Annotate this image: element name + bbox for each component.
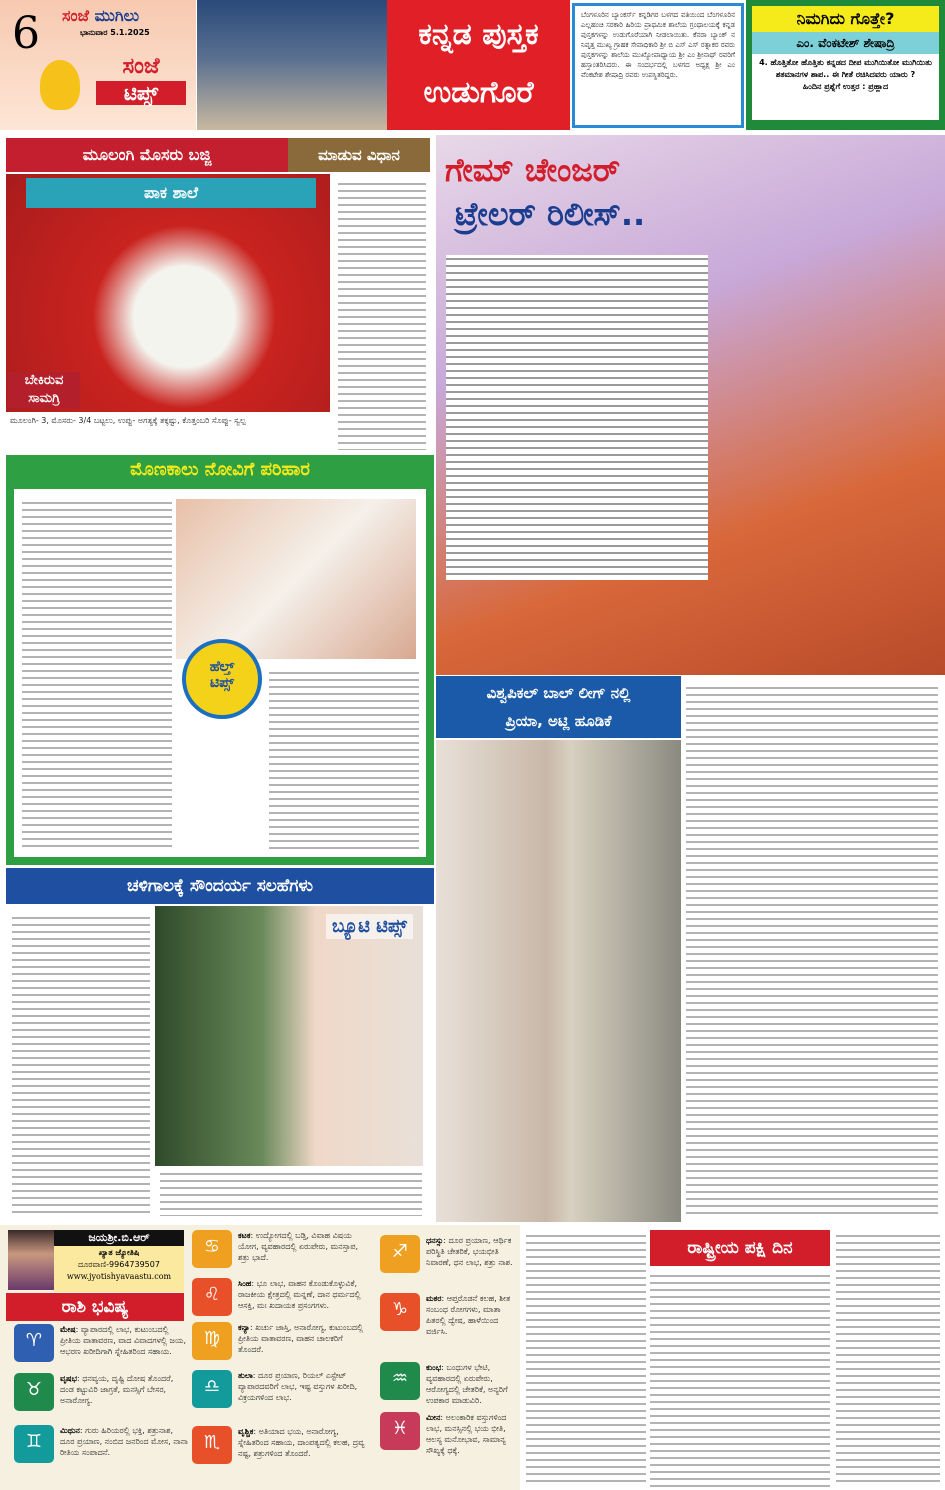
quiz-title: ನಿಮಗಿದು ಗೊತ್ತೇ? [752, 6, 939, 32]
health-title: ಮೊಣಕಾಲು ನೋವಿಗೆ ಪರಿಹಾರ [130, 459, 310, 480]
astrologer-photo [8, 1230, 54, 1290]
beauty-text-1 [12, 914, 150, 1214]
beauty-text-2 [160, 1170, 422, 1216]
horoscope-sign-scales [192, 1370, 367, 1403]
fish-icon: ♓ [380, 1412, 420, 1450]
recipe-title: ಮೂಲಂಗಿ ಮೊಸರು ಬಜ್ಜಿ [6, 138, 288, 172]
beauty-tips-badge: ಬ್ಯೂಟಿ ಟಿಪ್ಸ್ [326, 914, 413, 939]
health-section [6, 455, 434, 865]
health-text-1 [22, 499, 172, 849]
section-logo: ಸಂಜೆ ಟಿಪ್ಸ್ [96, 54, 186, 105]
horoscope-text: ವೃಷಭ: ಧನವ್ಯಯ, ದೃಷ್ಟಿ ದೋಷ ತೊಂದರೆ, ದಂಡ ಕಟ್ಟುವಿರಿ ಜಾಗ್ರತೆ, ಮನಸ್ಸಿಗೆ ಬೇಸರ, ಅನಾರೋಗ್ಯ. [60, 1374, 174, 1405]
horoscope-sign-crab [192, 1230, 367, 1263]
ingredients-label: ಬೇಕಿರುವ ಸಾಮಗ್ರಿ [8, 372, 80, 408]
bow-icon: ♐ [380, 1235, 420, 1273]
astrologer-card [54, 1230, 184, 1292]
sports-photo [436, 740, 681, 1222]
paper-name: ಸಂಜೆ ಮುಗಿಲು [62, 6, 140, 25]
quiz-author: ಎಂ. ವೆಂಕಟೇಶ್ ಶೇಷಾದ್ರಿ [752, 32, 939, 54]
spine-photo [176, 499, 416, 659]
twins-icon: ♊ [14, 1425, 54, 1463]
horoscope-sign-maiden [192, 1322, 367, 1355]
beauty-photo [155, 906, 423, 1166]
horoscope-sign-ram [14, 1324, 189, 1357]
book-news-body: ಬೆಂಗಳೂರಿನ ಬ್ಯಾಂಕರ್ಸ್ ಕನ್ನಡಿಗರ ಬಳಗದ ವತಿಯಿಂದ ಬೆಂಗಳೂರಿನ ಎಲ್ಲಹಂಚಿ ಸರಕಾರಿ ಹಿರಿಯ ಪ್ರಾಥಮಿಕ ಶಾಲೆಯ ಗ್ರಂಥಾಲಯಕ್ಕೆ ಕನ್ನಡ ಪುಸ್ತಕಗಳನ್ನು ಉಡುಗೊರೆಯಾಗಿ ನೀಡಲಾಯಿತು. ಕೆನರಾ ಬ್ಯಾಂಕ್ ನ ನಿವೃತ್ತ ಮುಖ್ಯ ಗ್ರಾಹಕ ಸೇವಾಧಿಕಾರಿ ಶ್ರೀ ಬಿ ಎಸ್ ಎಸ್ ರತ್ನಾಕರ ರವರು ಪುಸ್ತಕಗಳನ್ನು ಶಾಲೆಯ ಮುಖ್ಯೋಪಾಧ್ಯಾಯ ಶ್ರೀ ಎಂ ಶ್ರೀನಾಥ್ ರವರಿಗೆ ಹಸ್ತಾಂತರಿಸಿದರು. ಈ ಸಂದರ್ಭದಲ್ಲಿ ಬಳಗದ ಅಧ್ಯಕ್ಷ ಶ್ರೀ ಎಂ ವೆಂಕಟೇಶ ಶೇಷಾದ್ರಿ ರವರು ಉಪಸ್ಥಿತರಿದ್ದರು. [572, 3, 744, 128]
recipe-ingredients-text: ಮೂಲಂಗಿ- 3, ಮೊಸರು- 3/4 ಬಟ್ಟಲು, ಉಪ್ಪು- ಅಗತ್ಯಕ್ಕೆ ತಕ್ಕಷ್ಟು, ಕೊತ್ತಂಬರಿ ಸೊಪ್ಪು- ಸ್ವಲ್ಪ [10, 416, 246, 425]
quiz-question: 4. ಹೊತ್ತಿತೋ ಹೊತ್ತಿತು ಕನ್ನಡದ ದೀಪ ಮುಗಿಯಿತೋ ಮುಗಿಯಿತು ಶತಮಾನಗಳ ಶಾಪ.. ಈ ಗೀತೆ ರಚಿಸಿದವರು ಯಾರು ? [759, 58, 932, 79]
astrologer-website[interactable]: www.jyotishyavaastu.com [66, 1272, 172, 1281]
bird-day-text-2 [650, 1272, 830, 1487]
bull-icon: ♉ [14, 1373, 54, 1411]
horoscope-text: ವೃಶ್ಚಿಕ: ಅತಿಯಾದ ಭಯ, ಅನಾರೋಗ್ಯ, ಸ್ನೇಹಿತರಿಂದ ಸಹಾಯ, ದಾಂಪತ್ಯದಲ್ಲಿ ಕಲಹ, ದ್ರವ್ಯ ನಷ್ಟ, ಶತ್ರುಗಳಿಂದ ತೊಂದರೆ. [238, 1427, 365, 1458]
horoscope-sign-scorpion [192, 1426, 367, 1459]
sports-article-text [686, 684, 938, 1219]
astrologer-phone: ದೂರವಾಣಿ-9964739507 [78, 1260, 160, 1269]
quiz-answer: ಹಿಂದಿನ ಪ್ರಶ್ನೆಗೆ ಉತ್ತರ : ಪ್ರಹ್ಲಾದ [802, 82, 889, 91]
lion-icon: ♌ [192, 1278, 232, 1316]
horoscope-title: ರಾಶಿ ಭವಿಷ್ಯ [6, 1293, 184, 1321]
goat-icon: ♑ [380, 1293, 420, 1331]
scorpion-icon: ♏ [192, 1426, 232, 1464]
recipe-photo [6, 174, 330, 412]
horoscope-text: ಧನಸ್ಸು: ದೂರ ಪ್ರಯಾಣ, ಆರ್ಥಿಕ ಪರಿಸ್ಥಿತಿ ಚೇತರಿಕೆ, ಭಯಭೀತಿ ನಿವಾರಣೆ, ಧನ ಲಾಭ, ಶತ್ರು ನಾಶ. [426, 1236, 513, 1267]
bird-day-text-1 [526, 1232, 646, 1487]
horoscope-text: ಮೇಷ: ವ್ಯಾಪಾರದಲ್ಲಿ ಲಾಭ, ಕುಟುಂಬದಲ್ಲಿ ಪ್ರೀತಿಯ ವಾತಾವರಣ, ವಾದ ವಿವಾದಗಳಲ್ಲಿ ಜಯ, ಆಭರಣ ಖರೀದಿಗಾಗಿ ಸ್ನೇಹಿತರಿಂದ ಸಹಾಯ. [60, 1325, 186, 1356]
ram-icon: ♈ [14, 1324, 54, 1362]
horoscope-sign-goat [380, 1293, 515, 1337]
astrologer-name: ಜಯಶ್ರೀ.ಬಿ.ಆರ್ [54, 1230, 184, 1246]
horoscope-sign-pot [380, 1362, 515, 1406]
movie-headline: ಗೇಮ್ ಚೇಂಜರ್ ಟ್ರೇಲರ್ ರಿಲೀಸ್.. [445, 151, 646, 233]
bird-day-headline: ರಾಷ್ಟ್ರೀಯ ಪಕ್ಷಿ ದಿನ [650, 1230, 830, 1266]
horoscope-sign-twins [14, 1425, 189, 1458]
bird-day-text-3 [836, 1232, 940, 1487]
bulb-icon [40, 60, 80, 110]
maiden-icon: ♍ [192, 1322, 232, 1360]
astrologer-role: ಖ್ಯಾತ ಜ್ಯೋತಿಷಿ [98, 1248, 140, 1257]
horoscope-text: ಕುಂಭ: ಬಂಧುಗಳ ಭೇಟಿ, ವ್ಯವಹಾರದಲ್ಲಿ ಏರುಪೇರು, ಆರೋಗ್ಯದಲ್ಲಿ ಚೇತರಿಕೆ, ಅನ್ಯರಿಗೆ ಉಪಕಾರ ಮಾಡುವಿರಿ. [426, 1363, 508, 1405]
horoscope-sign-bow [380, 1235, 515, 1268]
pot-icon: ♒ [380, 1362, 420, 1400]
beauty-title: ಚಳಿಗಾಲಕ್ಕೆ ಸೌಂದರ್ಯ ಸಲಹೆಗಳು [6, 868, 434, 904]
book-news-headline: ಕನ್ನಡ ಪುಸ್ತಕ ಉಡುಗೊರೆ [387, 0, 570, 130]
horoscope-text: ಕನ್ಯಾ: ಖರ್ಚು ಜಾಸ್ತಿ, ಅನಾರೋಗ್ಯ, ಕುಟುಂಬದಲ್ಲಿ ಪ್ರೀತಿಯ ವಾತಾವರಣ, ವಾಹನ ಚಾಲಕರಿಗೆ ತೊಂದರೆ. [238, 1323, 364, 1354]
crab-icon: ♋ [192, 1230, 232, 1268]
horoscope-sign-fish [380, 1412, 515, 1456]
horoscope-text: ಮಿಥುನ: ಗುರು ಹಿರಿಯರಲ್ಲಿ ಭಕ್ತಿ, ಶತ್ರುನಾಶ, ದೂರ ಪ್ರಯಾಣ, ನಂಬಿದ ಜನರಿಂದ ಮೋಸ, ನಾನಾ ರೀತಿಯ ಸಂಪಾದನೆ. [60, 1426, 188, 1457]
horoscope-text: ಸಿಂಹ: ಭೂ ಲಾಭ, ವಾಹನ ಕೊಂಡುಕೊಳ್ಳುವಿಕೆ, ರಾಜಕೀಯ ಕ್ಷೇತ್ರದಲ್ಲಿ ಮನ್ನಣೆ, ದಾನ ಧರ್ಮದಲ್ಲಿ ಆಸಕ್ತಿ, ಮಃ ಖದಾಯಕ ಪ್ರಸಂಗಗಳು. [238, 1279, 361, 1310]
horoscope-sign-bull [14, 1373, 189, 1406]
health-tips-badge: ಹೆಲ್ತ್ ಟಿಪ್ಸ್ [182, 639, 262, 719]
horoscope-text: ತುಲಾ: ದೂರ ಪ್ರಯಾಣ, ರಿಯಲ್ ಎಸ್ಟೇಟ್ ವ್ಯಾಪಾರದವರಿಗೆ ಲಾಭ, ಇಷ್ಟ ವಸ್ತುಗಳ ಖರೀದಿ, ವಿಕ್ರಯಗಳಿಂದ ಲಾಭ. [238, 1371, 358, 1402]
book-donation-photo [197, 0, 387, 130]
horoscope-text: ಮೀನ: ಅಲಂಕಾರಿಕ ವಸ್ತುಗಳಿಂದ ಲಾಭ, ಮನಸ್ಸಿನಲ್ಲಿ ಭಯ ಭೀತಿ, ಆಲಸ್ಯ ಮನೋಭಾವ, ಸಾಮಾನ್ಯ ಸೌಖ್ಯಕ್ಕೆ ಧಕ್ಕೆ. [426, 1413, 507, 1455]
horoscope-text: ಮಕರ: ಆಪ್ತರೊಡನೆ ಕಲಹ, ಶೀತ ಸಂಬಂಧ ರೋಗಗಳು, ಮಾತಾ ಪಿತರಲ್ಲಿ ದ್ವೇಷ, ಹಾಳೆಯಿಂದ ವರ್ಜಿಸಿ. [426, 1294, 511, 1336]
quiz-box [746, 0, 945, 130]
horoscope-text: ಕಟಕ: ಉದ್ಯೋಗದಲ್ಲಿ ಬಡ್ತಿ, ವಿವಾಹ ವಿಷಯ ಯೋಗ, ವ್ಯವಹಾರದಲ್ಲಿ ಏರುಪೇರು, ಮನಸ್ತಾಪ, ಶತ್ರು ಭಾದೆ. [238, 1231, 359, 1262]
recipe-method-text [338, 180, 426, 450]
sports-headline: ವಿಶ್ವಪಿಕಲ್ ಬಾಲ್ ಲೀಗ್ ನಲ್ಲಿ ಪ್ರಿಯಾ, ಅಟ್ಲಿ ಹೂಡಿಕೆ [436, 676, 681, 738]
issue-date: ಭಾನುವಾರ 5.1.2025 [80, 28, 150, 37]
health-text-2 [269, 669, 419, 849]
horoscope-sign-lion [192, 1278, 367, 1311]
recipe-method-label: ಮಾಡುವ ವಿಧಾನ [288, 138, 430, 172]
page-number: 6 [12, 8, 40, 59]
masthead [0, 0, 196, 130]
movie-article-text [446, 255, 708, 580]
scales-icon: ♎ [192, 1370, 232, 1408]
recipe-section-label: ಪಾಕ ಶಾಲೆ [26, 178, 316, 208]
